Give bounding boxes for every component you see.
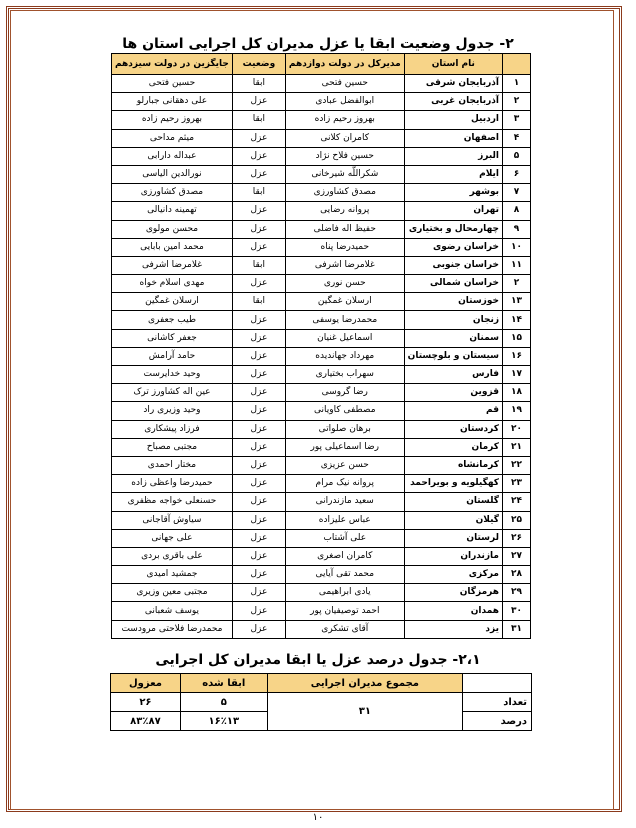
- province-name: فارس: [404, 366, 502, 384]
- province-name: کرمان: [404, 438, 502, 456]
- manager-13th: عبداله دارابی: [112, 147, 233, 165]
- manager-13th: مختار احمدی: [112, 456, 233, 474]
- summary-count-row: [111, 693, 532, 712]
- manager-13th: محمدرضا فلاحتی مرودست: [112, 620, 233, 638]
- header-manager13: جایگزین در دولت سیزدهم: [112, 54, 233, 75]
- province-name: بوشهر: [404, 184, 502, 202]
- manager-12th: ابوالفضل عبادی: [285, 93, 404, 111]
- manager-13th: مجتبی معین وزیری: [112, 584, 233, 602]
- province-name: گلستان: [404, 493, 502, 511]
- table-row: [112, 184, 531, 202]
- manager-12th: شکراللّه شیرخانی: [285, 165, 404, 183]
- row-index: ۴: [503, 129, 531, 147]
- row-index: ۲۷: [503, 547, 531, 565]
- status-value: عزل: [232, 165, 285, 183]
- table-row: [112, 202, 531, 220]
- manager-12th: رضا گروسی: [285, 384, 404, 402]
- manager-12th: مهرداد جهاندیده: [285, 347, 404, 365]
- percent-label: درصد: [463, 712, 532, 731]
- row-index: ۱۹: [503, 402, 531, 420]
- status-value: ابقا: [232, 75, 285, 93]
- table-row: [112, 438, 531, 456]
- manager-12th: سعید مازندرانی: [285, 493, 404, 511]
- row-index: ۲۸: [503, 566, 531, 584]
- manager-13th: مصدق کشاورزی: [112, 184, 233, 202]
- table-row: [112, 566, 531, 584]
- manager-12th: احمد توصیفیان پور: [285, 602, 404, 620]
- table-row: [112, 584, 531, 602]
- summary-table: [110, 673, 532, 731]
- status-value: عزل: [232, 366, 285, 384]
- status-value: عزل: [232, 620, 285, 638]
- manager-13th: وحید وزیری راد: [112, 402, 233, 420]
- status-value: عزل: [232, 602, 285, 620]
- province-name: اصفهان: [404, 129, 502, 147]
- manager-12th: کامران اصغری: [285, 547, 404, 565]
- table-row: [112, 511, 531, 529]
- page-title: ۲- جدول وضعیت ابقا یا عزل مدیران کل اجرایی استان ها: [122, 36, 514, 52]
- table-row: [112, 256, 531, 274]
- kept-percent: ۱۶٪۱۳: [180, 712, 267, 731]
- manager-13th: محسن مولوی: [112, 220, 233, 238]
- table-row: [112, 75, 531, 93]
- status-value: عزل: [232, 475, 285, 493]
- table-row: [112, 275, 531, 293]
- row-index: ۲۱: [503, 438, 531, 456]
- row-index: ۵: [503, 147, 531, 165]
- row-index: ۳۰: [503, 602, 531, 620]
- manager-13th: محمد امین بابایی: [112, 238, 233, 256]
- row-index: ۲: [503, 93, 531, 111]
- manager-13th: جعفر کاشانی: [112, 329, 233, 347]
- province-name: یزد: [404, 620, 502, 638]
- status-value: عزل: [232, 584, 285, 602]
- header-manager12: مدیرکل در دولت دوازدهم: [285, 54, 404, 75]
- table-row: [112, 366, 531, 384]
- status-value: عزل: [232, 238, 285, 256]
- table-row: [112, 293, 531, 311]
- table-row: [112, 529, 531, 547]
- table-row: [112, 147, 531, 165]
- summary-header-total: مجموع مدیران اجرایی: [267, 674, 462, 693]
- row-index: ۲۶: [503, 529, 531, 547]
- province-name: مازندران: [404, 547, 502, 565]
- summary-title: ۲،۱- جدول درصد عزل یا ابقا مدیران کل اجرایی: [155, 652, 481, 668]
- manager-12th: مصطفی کاویانی: [285, 402, 404, 420]
- manager-12th: کامران کلانی: [285, 129, 404, 147]
- manager-12th: حفیظ اله فاضلی: [285, 220, 404, 238]
- table-row: [112, 602, 531, 620]
- table-row: [112, 547, 531, 565]
- province-name: لرستان: [404, 529, 502, 547]
- province-name: سیستان و بلوچستان: [404, 347, 502, 365]
- table-row: [112, 384, 531, 402]
- row-index: ۳: [503, 111, 531, 129]
- manager-12th: حمیدرضا پناه: [285, 238, 404, 256]
- row-index: ۸: [503, 202, 531, 220]
- row-index: ۱۵: [503, 329, 531, 347]
- manager-13th: مهدی اسلام خواه: [112, 275, 233, 293]
- manager-12th: محمدرضا یوسفی: [285, 311, 404, 329]
- status-value: عزل: [232, 129, 285, 147]
- manager-13th: فرزاد پیشکاری: [112, 420, 233, 438]
- header-index: [503, 54, 531, 75]
- status-value: عزل: [232, 493, 285, 511]
- province-name: البرز: [404, 147, 502, 165]
- row-index: ۱۱: [503, 256, 531, 274]
- status-value: عزل: [232, 566, 285, 584]
- row-index: ۲۴: [503, 493, 531, 511]
- manager-13th: علی باقری بردی: [112, 547, 233, 565]
- table-row: [112, 347, 531, 365]
- status-value: عزل: [232, 147, 285, 165]
- table-row: [112, 475, 531, 493]
- status-value: عزل: [232, 347, 285, 365]
- manager-12th: اسماعیل غنیان: [285, 329, 404, 347]
- row-index: ۲۰: [503, 420, 531, 438]
- province-name: همدان: [404, 602, 502, 620]
- manager-13th: نورالدین الیاسی: [112, 165, 233, 183]
- table-row: [112, 620, 531, 638]
- status-value: عزل: [232, 93, 285, 111]
- manager-13th: میثم مداحی: [112, 129, 233, 147]
- row-index: ۲: [503, 275, 531, 293]
- province-name: خراسان شمالی: [404, 275, 502, 293]
- manager-12th: مصدق کشاورزی: [285, 184, 404, 202]
- manager-13th: علی جهانی: [112, 529, 233, 547]
- table-row: [112, 420, 531, 438]
- manager-12th: پروانه رضایی: [285, 202, 404, 220]
- count-label: تعداد: [463, 693, 532, 712]
- header-status: وضعیت: [232, 54, 285, 75]
- row-index: ۱۷: [503, 366, 531, 384]
- province-name: کهگیلویه و بویراحمد: [404, 475, 502, 493]
- row-index: ۳۱: [503, 620, 531, 638]
- table-header-row: [112, 54, 531, 75]
- status-value: عزل: [232, 402, 285, 420]
- manager-12th: پروانه نیک مرام: [285, 475, 404, 493]
- row-index: ۷: [503, 184, 531, 202]
- manager-12th: سهراب بختیاری: [285, 366, 404, 384]
- manager-12th: حسین فتحی: [285, 75, 404, 93]
- summary-header-kept: ابقا شده: [180, 674, 267, 693]
- province-name: خراسان رضوی: [404, 238, 502, 256]
- status-value: عزل: [232, 529, 285, 547]
- row-index: ۱۳: [503, 293, 531, 311]
- status-value: عزل: [232, 438, 285, 456]
- manager-13th: طیب جعفری: [112, 311, 233, 329]
- status-value: عزل: [232, 456, 285, 474]
- province-name: تهران: [404, 202, 502, 220]
- table-row: [112, 220, 531, 238]
- table-row: [112, 165, 531, 183]
- manager-13th: بهروز رحیم زاده: [112, 111, 233, 129]
- province-name: چهارمحال و بختیاری: [404, 220, 502, 238]
- manager-13th: سیاوش آقاجانی: [112, 511, 233, 529]
- table-row: [112, 129, 531, 147]
- summary-header-blank: [463, 674, 532, 693]
- province-name: زنجان: [404, 311, 502, 329]
- province-name: قم: [404, 402, 502, 420]
- table-row: [112, 456, 531, 474]
- row-index: ۲۳: [503, 475, 531, 493]
- row-index: ۱۴: [503, 311, 531, 329]
- province-name: خوزستان: [404, 293, 502, 311]
- province-name: خراسان جنوبی: [404, 256, 502, 274]
- total-value: ۳۱: [267, 693, 462, 731]
- manager-13th: وحید خدایرست: [112, 366, 233, 384]
- status-value: عزل: [232, 329, 285, 347]
- status-value: عزل: [232, 202, 285, 220]
- manager-12th: ارسلان غمگین: [285, 293, 404, 311]
- province-name: گیلان: [404, 511, 502, 529]
- province-name: اردبیل: [404, 111, 502, 129]
- manager-12th: رضا اسماعیلی پور: [285, 438, 404, 456]
- status-value: عزل: [232, 275, 285, 293]
- row-index: ۱۰: [503, 238, 531, 256]
- manager-12th: یادی ابراهیمی: [285, 584, 404, 602]
- status-value: ابقا: [232, 293, 285, 311]
- status-value: عزل: [232, 420, 285, 438]
- manager-12th: حسین فلاح نژاد: [285, 147, 404, 165]
- status-value: عزل: [232, 511, 285, 529]
- province-name: قزوین: [404, 384, 502, 402]
- summary-header-row: [111, 674, 532, 693]
- status-value: ابقا: [232, 256, 285, 274]
- table-row: [112, 311, 531, 329]
- manager-13th: حسنعلی خواجه مظفری: [112, 493, 233, 511]
- managers-table: [111, 53, 531, 639]
- manager-13th: حمیدرضا واعظی زاده: [112, 475, 233, 493]
- table-row: [112, 402, 531, 420]
- header-province: نام استان: [404, 54, 502, 75]
- row-index: ۲۲: [503, 456, 531, 474]
- table-row: [112, 238, 531, 256]
- province-name: ایلام: [404, 165, 502, 183]
- province-name: کردستان: [404, 420, 502, 438]
- manager-12th: برهان صلواتی: [285, 420, 404, 438]
- table-row: [112, 111, 531, 129]
- row-index: ۲۵: [503, 511, 531, 529]
- row-index: ۲۹: [503, 584, 531, 602]
- manager-13th: علی دهقانی جبارلو: [112, 93, 233, 111]
- removed-count: ۲۶: [111, 693, 181, 712]
- manager-12th: عباس علیزاده: [285, 511, 404, 529]
- province-name: هرمزگان: [404, 584, 502, 602]
- province-name: سمنان: [404, 329, 502, 347]
- row-index: ۱۸: [503, 384, 531, 402]
- status-value: ابقا: [232, 111, 285, 129]
- manager-12th: آقای تشکری: [285, 620, 404, 638]
- manager-13th: یوسف شعبانی: [112, 602, 233, 620]
- manager-13th: عین اله کشاورز ترک: [112, 384, 233, 402]
- manager-13th: غلامرضا اشرفی: [112, 256, 233, 274]
- status-value: ابقا: [232, 184, 285, 202]
- row-index: ۱۶: [503, 347, 531, 365]
- manager-13th: جمشید امیدی: [112, 566, 233, 584]
- table-row: [112, 493, 531, 511]
- province-name: آذربایجان غربی: [404, 93, 502, 111]
- province-name: آذربایجان شرقی: [404, 75, 502, 93]
- table-row: [112, 329, 531, 347]
- status-value: عزل: [232, 547, 285, 565]
- status-value: عزل: [232, 384, 285, 402]
- row-index: ۹: [503, 220, 531, 238]
- manager-13th: مجتبی مصباح: [112, 438, 233, 456]
- manager-13th: حسین فتحی: [112, 75, 233, 93]
- manager-12th: بهروز رحیم زاده: [285, 111, 404, 129]
- manager-12th: حسن نوری: [285, 275, 404, 293]
- row-index: ۱: [503, 75, 531, 93]
- kept-count: ۵: [180, 693, 267, 712]
- province-name: کرمانشاه: [404, 456, 502, 474]
- status-value: عزل: [232, 220, 285, 238]
- manager-12th: حسن عزیزی: [285, 456, 404, 474]
- table-row: [112, 93, 531, 111]
- manager-12th: محمد تقی آیایی: [285, 566, 404, 584]
- manager-12th: غلامرضا اشرفی: [285, 256, 404, 274]
- manager-12th: علی آشتاب: [285, 529, 404, 547]
- manager-13th: ارسلان غمگین: [112, 293, 233, 311]
- row-index: ۶: [503, 165, 531, 183]
- status-value: عزل: [232, 311, 285, 329]
- manager-13th: حامد آرامش: [112, 347, 233, 365]
- summary-header-removed: معزول: [111, 674, 181, 693]
- manager-13th: تهمینه دانیالی: [112, 202, 233, 220]
- removed-percent: ۸۳٪۸۷: [111, 712, 181, 731]
- page-number: ۱۰: [312, 812, 324, 823]
- province-name: مرکزی: [404, 566, 502, 584]
